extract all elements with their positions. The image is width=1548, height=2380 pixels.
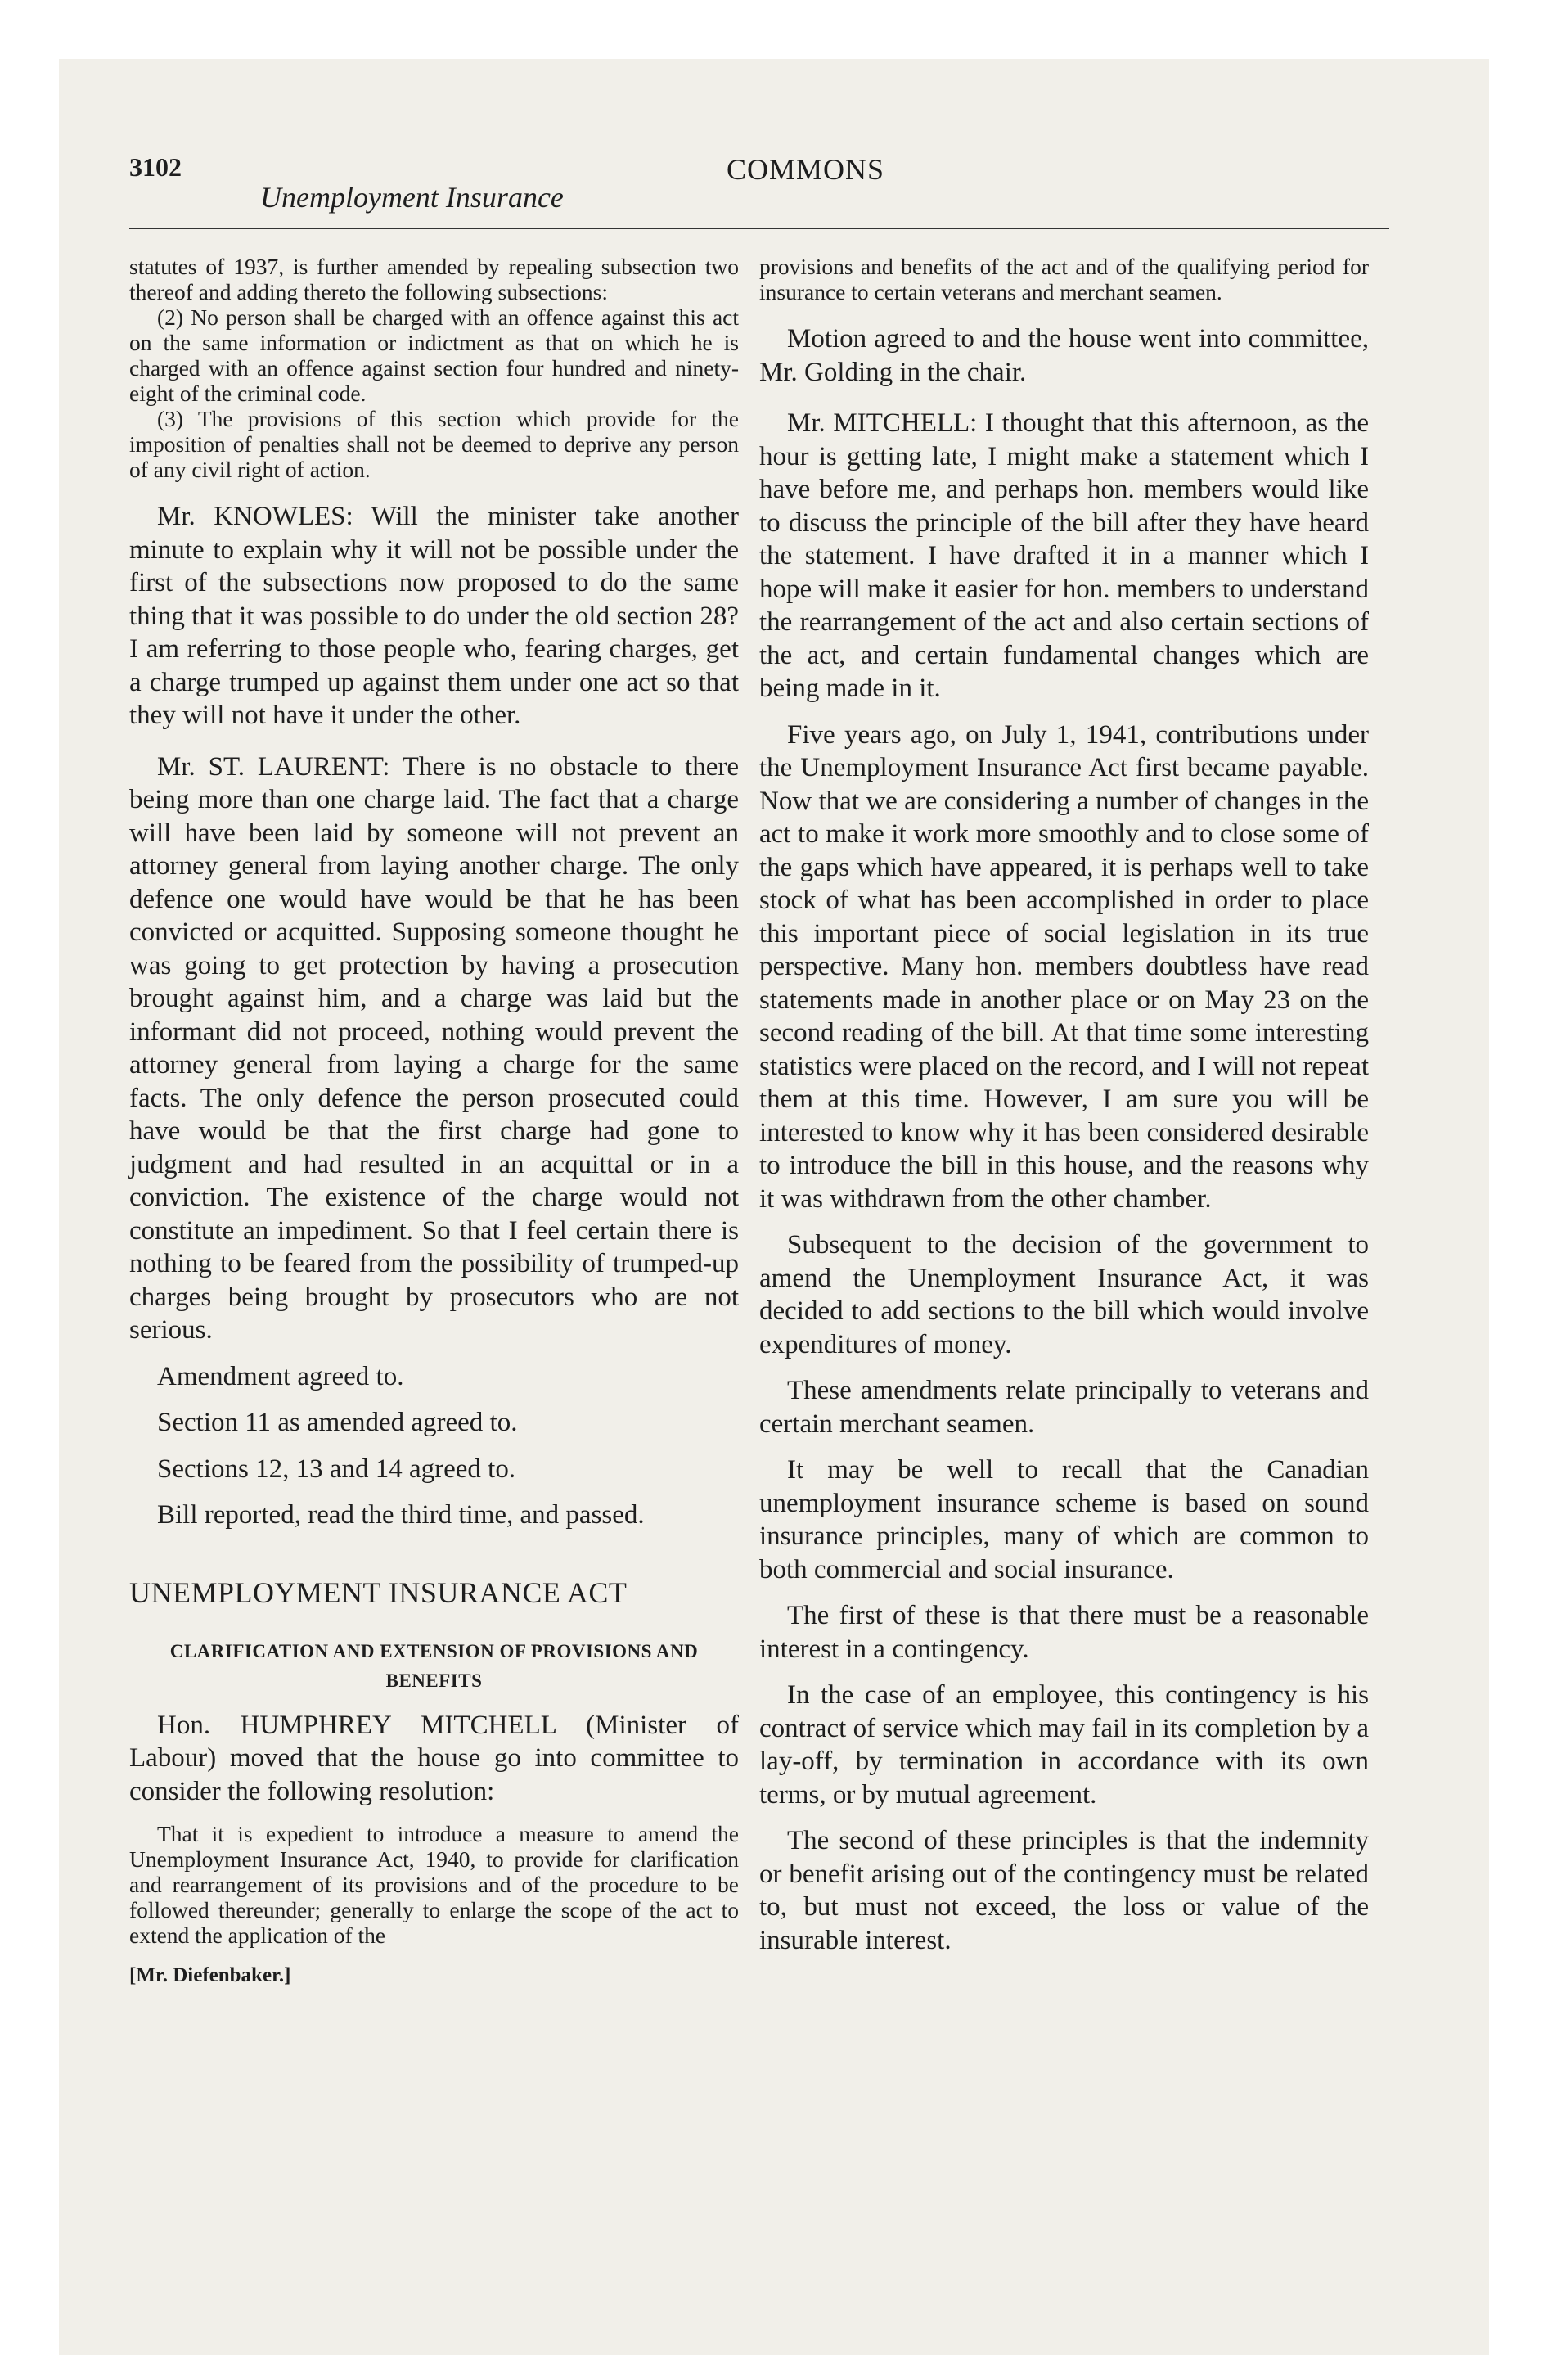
running-title: Unemployment Insurance bbox=[260, 181, 564, 214]
paragraph: Subsequent to the decision of the government to amend the Unemployment Insurance Act, it was decided to add sections to the bill which would involve expenditures of money. bbox=[759, 1230, 1369, 1359]
paragraph: Mr. ST. LAURENT: There is no obstacle to there being more than one charge laid. The fact that a charge will have been laid by someone will not prevent an attorney general from laying another charge. The only defence one would have would be that he has been convicted or acquitted. Supposing someone thought he was going to get protection by having a prosecution brought against him, and a charge was laid but the informant did not proceed, nothing would prevent the attorney general from laying a charge for the same facts. The only defence the person prosecuted could have would be that the first charge had gone to judgment and had resulted in an acquittal or in a conviction. The existence of the charge would not constitute an impediment. So that I feel certain there is nothing to be feared from the possibility of trumped-up charges being brought by prosecutors who are not serious. bbox=[129, 751, 739, 1345]
paragraph: The second of these principles is that the indemnity or benefit arising out of the contingency must be related to, but must not exceed, the loss or value of the insurable interest. bbox=[759, 1826, 1369, 1955]
left-column bbox=[129, 254, 739, 1987]
paragraph: It may be well to recall that the Canadian unemployment insurance scheme is based on sound insurance principles, many of which are common to both commercial and social insurance. bbox=[759, 1455, 1369, 1584]
paragraph: (3) The provisions of this section which provide for the imposition of penalties shall not be deemed to deprive any person of any civil right of action. bbox=[129, 406, 739, 482]
paragraph: Amendment agreed to. bbox=[157, 1361, 404, 1391]
paragraph: Section 11 as amended agreed to. bbox=[157, 1408, 518, 1437]
section-title: UNEMPLOYMENT INSURANCE ACT bbox=[129, 1575, 628, 1609]
paragraph: Mr. KNOWLES: Will the minister take another minute to explain why it will not be possible under the first of the subsections now proposed to do the same thing that it was possible to do under the old section 28? I am referring to those people who, fearing charges, get a charge trumped up against them under one act so that they will not have it under the other. bbox=[129, 502, 739, 730]
house-name: COMMONS bbox=[727, 153, 885, 186]
right-column bbox=[759, 254, 1369, 1957]
paragraph: These amendments relate principally to veterans and certain merchant seamen. bbox=[759, 1376, 1369, 1439]
paragraph: Five years ago, on July 1, 1941, contributions under the Unemployment Insurance Act first became payable. Now that we are considering a number of changes in the act to make it work more smoothly and to close some of the gaps which have appeared, it is perhaps well to take stock of what has been accomplished in order to place this important piece of social legislation in its true perspective. Many hon. members doubtless have read statements made in another place or on May 23 on the second reading of the bill. At that time some interesting statistics were placed on the record, and I will not repeat them at this time. However, I am sure you will be interested to know why it has been considered desirable to introduce the bill in this house, and the reasons why it was withdrawn from the other chamber. bbox=[759, 719, 1369, 1214]
header-rule bbox=[129, 228, 1389, 229]
paragraph: Bill reported, read the third time, and passed. bbox=[157, 1500, 645, 1530]
page-header bbox=[129, 152, 1389, 218]
paragraph: Motion agreed to and the house went into committee, Mr. Golding in the chair. bbox=[759, 324, 1369, 387]
paragraph: provisions and benefits of the act and of the qualifying period for insurance to certain veterans and merchant seamen. bbox=[759, 254, 1369, 304]
paragraph: In the case of an employee, this contingency is his contract of service which may fail in its completion by a lay-off, by termination in accordance with its own terms, or by mutual agreement. bbox=[759, 1680, 1369, 1810]
page-number: 3102 bbox=[129, 152, 182, 182]
paragraph: Mr. MITCHELL: I thought that this afternoon, as the hour is getting late, I might make a statement which I have before me, and perhaps hon. members would like to discuss the principle of the bill after they have heard the statement. I have drafted it in a manner which I hope will make it easier for hon. members to understand the rearrangement of the act and also certain sections of the act, and certain fundamental changes which are being made in it. bbox=[759, 408, 1369, 703]
paragraph: That it is expedient to introduce a measure to amend the Unemployment Insurance Act, 1940, to provide for clarification and rearrangement of its provisions and of the procedure to be followed thereunder; generally to enlarge the scope of the act to extend the application of the bbox=[129, 1821, 739, 1948]
paragraph: statutes of 1937, is further amended by repealing subsection two thereof and adding thereto the following subsections: bbox=[129, 254, 739, 304]
paragraph: (2) No person shall be charged with an offence against this act on the same information or indictment as that on which he is charged with an offence against section four hundred and ninety-eight of the criminal code. bbox=[129, 304, 739, 406]
paragraph: Sections 12, 13 and 14 agreed to. bbox=[157, 1454, 516, 1484]
paragraph: The first of these is that there must be a reasonable interest in a contingency. bbox=[759, 1601, 1369, 1664]
paragraph: Hon. HUMPHREY MITCHELL (Minister of Labour) moved that the house go into committee to consider the following resolution: bbox=[129, 1710, 739, 1806]
section-subheading: CLARIFICATION AND EXTENSION OF PROVISIONS AND BENEFITS bbox=[169, 1640, 699, 1691]
speaker-note: [Mr. Diefenbaker.] bbox=[129, 1964, 291, 1986]
